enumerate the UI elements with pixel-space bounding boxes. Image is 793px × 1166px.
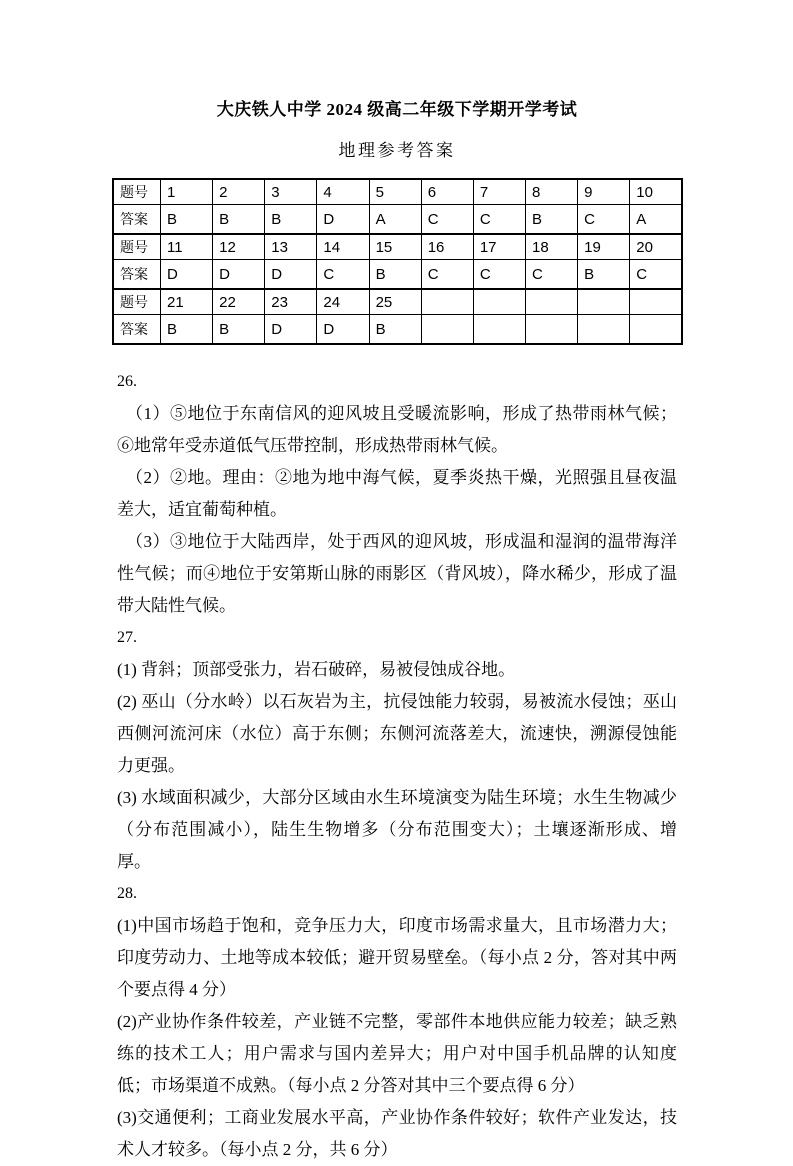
question-number-cell: 4	[317, 179, 369, 205]
question-number-cell: 1	[161, 179, 213, 205]
answer-cell: B	[578, 260, 630, 290]
answer-paragraph: (2)产业协作条件较差，产业链不完整，零部件本地供应能力较差；缺乏熟练的技术工人；用户需求与国内差异大；用户对中国手机品牌的认知度低；市场渠道不成熟。（每小点 2 分答对其中三个要点得 6 分）	[117, 1012, 677, 1095]
question-number-cell: 5	[369, 179, 421, 205]
question-number-cell	[630, 289, 682, 315]
answer-cell: C	[421, 260, 473, 290]
answer-cell	[421, 315, 473, 345]
question-number-cell: 14	[317, 234, 369, 260]
row-label: 题号	[113, 179, 161, 205]
answer-cell: B	[265, 205, 317, 235]
row-label: 题号	[113, 289, 161, 315]
answer-cell: C	[317, 260, 369, 290]
question-number-cell: 6	[421, 179, 473, 205]
table-row-question-numbers	[113, 234, 682, 260]
question-number-cell: 7	[473, 179, 525, 205]
section-27	[117, 622, 677, 878]
answers-subtitle: 地理参考答案	[338, 141, 456, 160]
question-number-cell: 3	[265, 179, 317, 205]
answer-cell: B	[369, 315, 421, 345]
answer-paragraph: （1）⑤地位于东南信风的迎风坡且受暖流影响，形成了热带雨林气候；⑥地常年受赤道低气压带控制，形成热带雨林气候。	[117, 404, 677, 455]
answer-cell: D	[213, 260, 265, 290]
question-number-cell: 12	[213, 234, 265, 260]
answer-paragraph: (3)交通便利；工商业发展水平高，产业协作条件较好；软件产业发达，技术人才较多。（每小点 2 分，共 6 分）	[117, 1108, 677, 1159]
answer-cell: B	[213, 315, 265, 345]
answer-paragraph: （2）②地。理由：②地为地中海气候，夏季炎热干燥，光照强且昼夜温差大，适宜葡萄种植。	[117, 468, 677, 519]
question-number-cell: 17	[473, 234, 525, 260]
exam-title: 大庆铁人中学 2024 级高二年级下学期开学考试	[216, 100, 578, 119]
question-number-cell: 22	[213, 289, 265, 315]
answer-cell	[525, 315, 577, 345]
answer-cell: C	[578, 205, 630, 235]
answer-cell: C	[525, 260, 577, 290]
answer-paragraph: （3）③地位于大陆西岸，处于西风的迎风坡，形成温和湿润的温带海洋性气候；而④地位于安第斯山脉的雨影区（背风坡），降水稀少，形成了温带大陆性气候。	[117, 532, 677, 615]
answer-cell	[578, 315, 630, 345]
question-number-cell: 15	[369, 234, 421, 260]
answer-cell	[630, 315, 682, 345]
question-number-cell: 18	[525, 234, 577, 260]
table-row-answers	[113, 205, 682, 235]
section-number: 27.	[117, 629, 137, 646]
answer-cell: B	[161, 315, 213, 345]
answer-cell: A	[630, 205, 682, 235]
answer-cell: D	[317, 315, 369, 345]
answer-cell: D	[317, 205, 369, 235]
question-number-cell: 10	[630, 179, 682, 205]
table-row-answers	[113, 315, 682, 345]
question-number-cell: 20	[630, 234, 682, 260]
answer-cell: C	[421, 205, 473, 235]
section-number: 26.	[117, 373, 137, 390]
section-26	[117, 366, 677, 622]
section-number: 28.	[117, 885, 137, 902]
answer-cell: B	[161, 205, 213, 235]
answer-cell	[473, 315, 525, 345]
question-number-cell: 8	[525, 179, 577, 205]
section-28	[117, 878, 677, 1166]
row-label: 答案	[113, 315, 161, 345]
question-number-cell: 25	[369, 289, 421, 315]
question-number-cell: 21	[161, 289, 213, 315]
row-label: 答案	[113, 205, 161, 235]
answer-cell: B	[213, 205, 265, 235]
question-number-cell: 19	[578, 234, 630, 260]
answer-cell: D	[161, 260, 213, 290]
answer-cell: D	[265, 315, 317, 345]
question-number-cell	[473, 289, 525, 315]
answer-paragraph: (2) 巫山（分水岭）以石灰岩为主，抗侵蚀能力较弱，易被流水侵蚀；巫山西侧河流河床（水位）高于东侧；东侧河流落差大，流速快，溯源侵蚀能力更强。	[117, 692, 677, 775]
answer-cell: D	[265, 260, 317, 290]
answers-body	[117, 366, 677, 1166]
answer-cell: A	[369, 205, 421, 235]
answer-paragraph: (1)中国市场趋于饱和，竞争压力大，印度市场需求量大，且市场潜力大；印度劳动力、土地等成本较低；避开贸易壁垒。（每小点 2 分，答对其中两个要点得 4 分）	[117, 916, 677, 999]
row-label: 答案	[113, 260, 161, 290]
answer-cell: B	[369, 260, 421, 290]
question-number-cell	[578, 289, 630, 315]
answer-paragraph: (1) 背斜；顶部受张力，岩石破碎，易被侵蚀成谷地。	[117, 660, 516, 679]
question-number-cell: 13	[265, 234, 317, 260]
question-number-cell: 9	[578, 179, 630, 205]
question-number-cell: 16	[421, 234, 473, 260]
answer-cell: B	[525, 205, 577, 235]
question-number-cell: 23	[265, 289, 317, 315]
table-row-question-numbers	[113, 289, 682, 315]
question-number-cell: 11	[161, 234, 213, 260]
answer-paragraph: (3) 水域面积减少，大部分区域由水生环境演变为陆生环境；水生生物减少（分布范围减小），陆生生物增多（分布范围变大）；土壤逐渐形成、增厚。	[117, 788, 677, 871]
question-number-cell	[421, 289, 473, 315]
question-number-cell: 24	[317, 289, 369, 315]
question-number-cell	[525, 289, 577, 315]
question-number-cell: 2	[213, 179, 265, 205]
row-label: 题号	[113, 234, 161, 260]
table-row-question-numbers	[113, 179, 682, 205]
answer-cell: C	[473, 260, 525, 290]
answer-cell: C	[473, 205, 525, 235]
answer-cell: C	[630, 260, 682, 290]
table-row-answers	[113, 260, 682, 290]
answer-table	[112, 178, 683, 345]
